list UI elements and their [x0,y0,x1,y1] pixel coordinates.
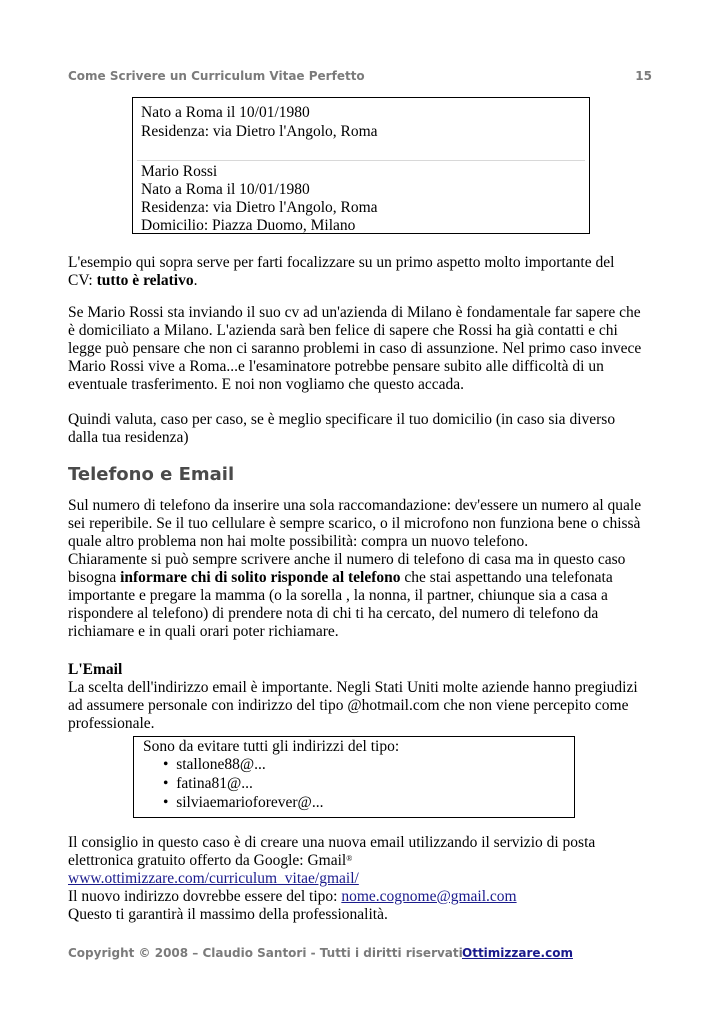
text-span: CV: [68,272,97,289]
list-item-text: stallone88@... [176,756,266,773]
text-line: richiamare e in quali orari poter richiamare. [68,623,339,640]
text-line: Mario Rossi vive a Roma...e l'esaminatore potrebbe pensare subito alle difficoltà di un [68,358,604,375]
text-line [68,272,668,290]
gmail-guide-link[interactable]: www.ottimizzare.com/curriculum_vitae/gmail/ [68,870,359,887]
text-span: . [193,272,198,289]
paragraph-domicilio [68,411,668,447]
text-span: bisogna [68,569,121,586]
bold-phrase: informare chi di solito risponde al telefono [120,569,401,586]
text-line: dalla tua residenza) [68,429,189,446]
box1-line: Mario Rossi [141,163,218,180]
list-item-text: silviaemarioforever@... [176,794,324,811]
text-line: ad assumere personale con indirizzo del tipo @hotmail.com che non viene percepito come [68,697,629,714]
text-line [68,888,668,906]
bold-phrase: tutto è relativo [96,272,194,289]
footer-site-link[interactable]: Ottimizzare.com [462,946,573,960]
text-line: importante e pregare la mamma (o la sorella , la nonna, il partner, chiunque sia a casa a [68,587,608,604]
text-line: è domiciliato a Milano. L'azienda sarà ben felice di sapere che Rossi ha già contatti e chi [68,322,618,339]
list-item [163,794,323,812]
paragraph-email [68,661,668,733]
text-line: L'esempio qui sopra serve per farti focalizzare su un primo aspetto molto importante del [68,254,615,271]
text-line: sei reperibile. Se il tuo cellulare è sempre scarico, o il microfono non funziona bene o chissà [68,515,641,532]
text-line [68,870,668,888]
page-header [68,69,652,87]
copyright-text: Copyright © 2008 – Claudio Santori - Tutti i diritti riservati [68,946,463,960]
box1-divider [137,160,585,161]
text-line: professionale. [68,715,155,732]
page-number: 15 [635,69,652,83]
box1-line: Nato a Roma il 10/01/1980 [141,104,310,121]
text-line: legge può pensare che non ci saranno problemi in caso di assunzione. Nel primo caso invece [68,340,642,357]
paragraph-milano [68,304,668,394]
text-line: Se Mario Rossi sta inviando il suo cv ad un'azienda di Milano è fondamentale far sapere che [68,304,641,321]
example-box-address [132,97,590,234]
box1-line: Domicilio: Piazza Duomo, Milano [141,217,356,234]
example-email-link[interactable]: nome.cognome@gmail.com [341,888,517,905]
email-subtitle: L'Email [68,661,123,678]
text-span: che stai aspettando una telefonata [400,569,613,586]
text-line: quale altro problema non hai molte possibilità: compra un nuovo telefono. [68,533,529,550]
header-title: Come Scrivere un Curriculum Vitae Perfetto [68,69,365,83]
registered-mark: ® [346,854,353,863]
text-line: eventuale trasferimento. E noi non vogliamo che questo accada. [68,376,464,393]
text-line: La scelta dell'indirizzo email è importante. Negli Stati Uniti molte aziende hanno pregiudizi [68,679,638,696]
box2-intro: Sono da evitare tutti gli indirizzi del tipo: [143,738,400,755]
box1-line: Residenza: via Dietro l'Angolo, Roma [141,199,378,216]
list-item [163,775,253,793]
text-line: Quindi valuta, caso per caso, se è meglio specificare il tuo domicilio (in caso sia diverso [68,411,616,428]
paragraph-relative [68,254,668,290]
bullet-icon: • [163,794,169,811]
list-item [163,756,266,774]
text-line: Sul numero di telefono da inserire una sola raccomandazione: dev'essere un numero al quale [68,497,642,514]
text-span: elettronica gratuito offerto da Google: Gmail [68,852,347,869]
text-line: Il consiglio in questo caso è di creare una nuova email utilizzando il servizio di posta [68,834,596,851]
bullet-icon: • [163,775,169,792]
box1-line: Nato a Roma il 10/01/1980 [141,181,310,198]
list-item-text: fatina81@... [176,775,253,792]
section-heading: Telefono e Email [68,464,235,485]
subheading [68,661,668,679]
box1-line: Residenza: via Dietro l'Angolo, Roma [141,123,378,140]
bullet-icon: • [163,756,169,773]
text-span: Il nuovo indirizzo dovrebbe essere del tipo: [68,888,342,905]
text-line: rispondere al telefono) di prendere nota di chi ti ha cercato, del numero di telefono da [68,605,599,622]
example-box-emails [133,736,575,818]
text-line [68,569,668,587]
paragraph-telefono [68,497,668,641]
paragraph-gmail [68,834,668,924]
text-line: Chiaramente si può sempre scrivere anche il numero di telefono di casa ma in questo caso [68,551,626,568]
text-line [68,852,668,870]
page-footer [68,946,573,960]
text-line: Questo ti garantirà il massimo della professionalità. [68,906,388,923]
